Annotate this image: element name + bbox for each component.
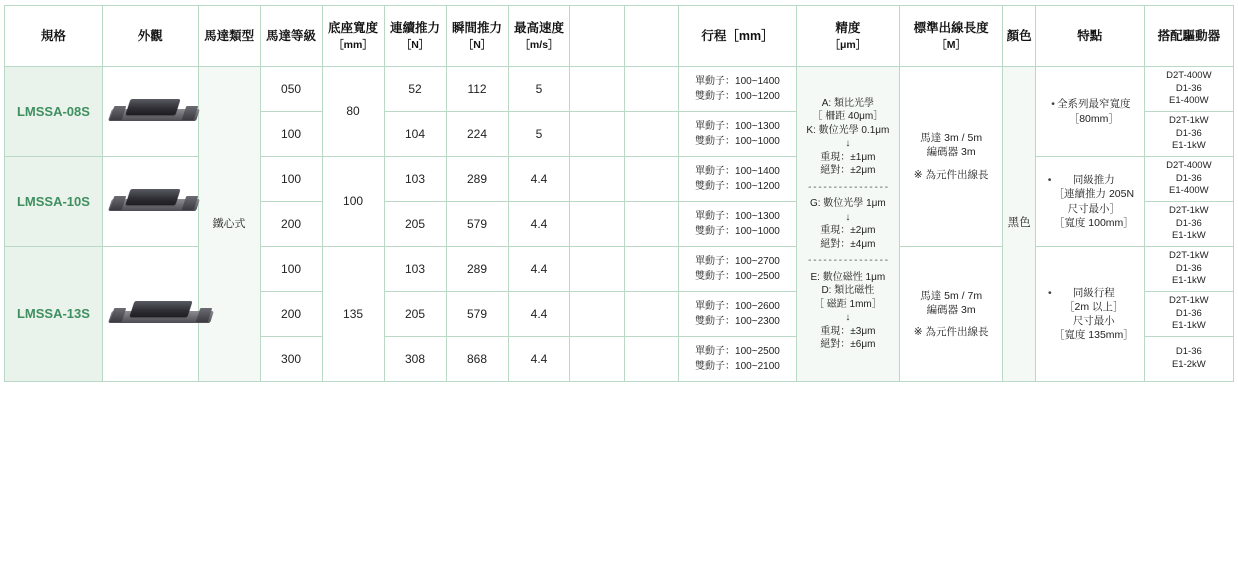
driver-list: D2T-1kW D1-36 E1-1kW (1144, 202, 1233, 247)
column-header-blank-2 (624, 6, 678, 67)
feature-text: 同級行程 ［2m 以上］ 尺寸最小 ［寬度 135mm］ (1053, 286, 1134, 342)
driver-list: D2T-1kW D1-36 E1-1kW (1144, 112, 1233, 157)
blank-cell-1 (570, 247, 624, 292)
stroke-single: 單動子：100~2500 (695, 346, 780, 357)
stroke-single: 單動子：100~1300 (695, 121, 780, 132)
stroke-range (679, 292, 796, 337)
peak-force: 579 (446, 292, 508, 337)
accuracy-divider-2: - - - - - - - - - - - - - - - - (808, 255, 888, 266)
stroke-range (679, 337, 796, 382)
cable-length-group-2: 馬達 5m / 7m 編碼器 3m ※ 為元件出線長 (900, 247, 1003, 382)
base-width: 80 (322, 67, 384, 157)
continuous-force: 103 (384, 157, 446, 202)
stroke-double: 雙動子：100~2300 (695, 316, 780, 327)
feature-text: 全系列最窄寬度 ［80mm］ (1057, 98, 1131, 125)
stroke-range (679, 67, 796, 112)
blank-cell-2 (624, 202, 678, 247)
column-header-base-width: 底座寬度 ［mm］ (322, 6, 384, 67)
column-header-appearance: 外觀 (102, 6, 198, 67)
column-header-motor-grade: 馬達等級 (260, 6, 322, 67)
column-header-blank-1 (570, 6, 624, 67)
linear-stage-image (106, 95, 202, 129)
max-speed: 4.4 (508, 247, 570, 292)
table-row (5, 67, 1234, 112)
specification-table (4, 5, 1234, 382)
column-header-accuracy: 精度 ［μm］ (796, 6, 899, 67)
table-header (5, 6, 1234, 67)
peak-force: 289 (446, 157, 508, 202)
product-photo-13s (102, 247, 198, 382)
stroke-double: 雙動子：100~1000 (695, 136, 780, 147)
driver-list: D2T-400W D1-36 E1-400W (1144, 157, 1233, 202)
continuous-force: 205 (384, 292, 446, 337)
motor-grade: 300 (260, 337, 322, 382)
max-speed: 4.4 (508, 202, 570, 247)
driver-list: D1-36 E1-2kW (1144, 337, 1233, 382)
peak-force: 868 (446, 337, 508, 382)
spec-sheet (0, 5, 1238, 565)
cable-length-group-1: 馬達 3m / 5m 編碼器 3m ※ 為元件出線長 (900, 67, 1003, 247)
color-value: 黑色 (1003, 67, 1036, 382)
stroke-double: 雙動子：100~2500 (695, 271, 780, 282)
blank-cell-1 (570, 112, 624, 157)
motor-grade: 050 (260, 67, 322, 112)
accuracy-cell (796, 67, 899, 382)
blank-cell-2 (624, 292, 678, 337)
peak-force: 224 (446, 112, 508, 157)
accuracy-block-2: G: 數位光學 1μm ↓ 重現：±2μm 絕對：±4μm (809, 198, 886, 250)
column-header-color: 顏色 (1003, 6, 1036, 67)
column-header-cable-length: 標準出線長度 ［M］ (900, 6, 1003, 67)
bullet-icon: • (1051, 98, 1055, 111)
base-width: 100 (322, 157, 384, 247)
accuracy-block-3: E: 數位磁性 1μm D: 類比磁性 ［ 磁距 1mm］ ↓ 重現：±3μm 絕對：±6μm (810, 271, 886, 350)
max-speed: 5 (508, 112, 570, 157)
column-header-model: 規格 (5, 6, 103, 67)
feature-08s (1035, 67, 1144, 157)
peak-force: 289 (446, 247, 508, 292)
feature-10s (1035, 157, 1144, 247)
blank-cell-2 (624, 67, 678, 112)
motor-type-value: 鐵心式 (198, 67, 260, 382)
model-name-13s: LMSSA-13S (5, 247, 103, 382)
max-speed: 5 (508, 67, 570, 112)
stroke-single: 單動子：100~1400 (695, 166, 780, 177)
column-header-stroke: 行程［mm］ (679, 6, 796, 67)
accuracy-block-1: A: 類比光學 ［ 柵距 40μm］ K: 數位光學 0.1μm ↓ 重現：±1μm 絕對：±2μm (806, 97, 890, 176)
motor-grade: 100 (260, 112, 322, 157)
feature-13s (1035, 247, 1144, 382)
bullet-icon: • (1047, 174, 1052, 187)
continuous-force: 308 (384, 337, 446, 382)
linear-stage-image (106, 185, 202, 219)
stroke-double: 雙動子：100~2100 (695, 361, 780, 372)
product-photo-08s (102, 67, 198, 157)
blank-cell-2 (624, 247, 678, 292)
continuous-force: 52 (384, 67, 446, 112)
peak-force: 112 (446, 67, 508, 112)
table-row (5, 247, 1234, 292)
column-header-motor-type: 馬達類型 (198, 6, 260, 67)
motor-grade: 100 (260, 157, 322, 202)
blank-cell-1 (570, 292, 624, 337)
blank-cell-1 (570, 67, 624, 112)
blank-cell-2 (624, 157, 678, 202)
column-header-max-speed: 最高速度 ［m/s］ (508, 6, 570, 67)
stroke-double: 雙動子：100~1200 (695, 181, 780, 192)
table-body (5, 67, 1234, 382)
blank-cell-2 (624, 112, 678, 157)
stroke-single: 單動子：100~1300 (695, 211, 780, 222)
motor-grade: 200 (260, 202, 322, 247)
driver-list: D2T-1kW D1-36 E1-1kW (1144, 292, 1233, 337)
max-speed: 4.4 (508, 157, 570, 202)
max-speed: 4.4 (508, 337, 570, 382)
max-speed: 4.4 (508, 292, 570, 337)
column-header-driver: 搭配驅動器 (1144, 6, 1233, 67)
bullet-icon: • (1048, 286, 1052, 299)
blank-cell-1 (570, 337, 624, 382)
stroke-single: 單動子：100~1400 (695, 76, 780, 87)
blank-cell-2 (624, 337, 678, 382)
blank-cell-1 (570, 157, 624, 202)
column-header-features: 特點 (1035, 6, 1144, 67)
linear-stage-image (106, 297, 216, 331)
continuous-force: 205 (384, 202, 446, 247)
table-row (5, 157, 1234, 202)
product-photo-10s (102, 157, 198, 247)
continuous-force: 103 (384, 247, 446, 292)
base-width: 135 (322, 247, 384, 382)
model-name-10s: LMSSA-10S (5, 157, 103, 247)
motor-grade: 200 (260, 292, 322, 337)
column-header-peak-force: 瞬間推力 ［N］ (446, 6, 508, 67)
continuous-force: 104 (384, 112, 446, 157)
stroke-range (679, 112, 796, 157)
driver-list: D2T-1kW D1-36 E1-1kW (1144, 247, 1233, 292)
driver-list: D2T-400W D1-36 E1-400W (1144, 67, 1233, 112)
feature-text: 同級推力 ［連續推力 205N 尺寸最小］ ［寬度 100mm］ (1053, 174, 1135, 229)
blank-cell-1 (570, 202, 624, 247)
stroke-double: 雙動子：100~1000 (695, 226, 780, 237)
stroke-single: 單動子：100~2700 (695, 256, 780, 267)
column-header-continuous-force: 連續推力 ［N］ (384, 6, 446, 67)
stroke-range (679, 202, 796, 247)
accuracy-divider-1: - - - - - - - - - - - - - - - - (808, 181, 888, 193)
stroke-double: 雙動子：100~1200 (695, 91, 780, 102)
stroke-range (679, 157, 796, 202)
peak-force: 579 (446, 202, 508, 247)
motor-grade: 100 (260, 247, 322, 292)
stroke-single: 單動子：100~2600 (695, 301, 780, 312)
model-name-08s: LMSSA-08S (5, 67, 103, 157)
stroke-range (679, 247, 796, 292)
